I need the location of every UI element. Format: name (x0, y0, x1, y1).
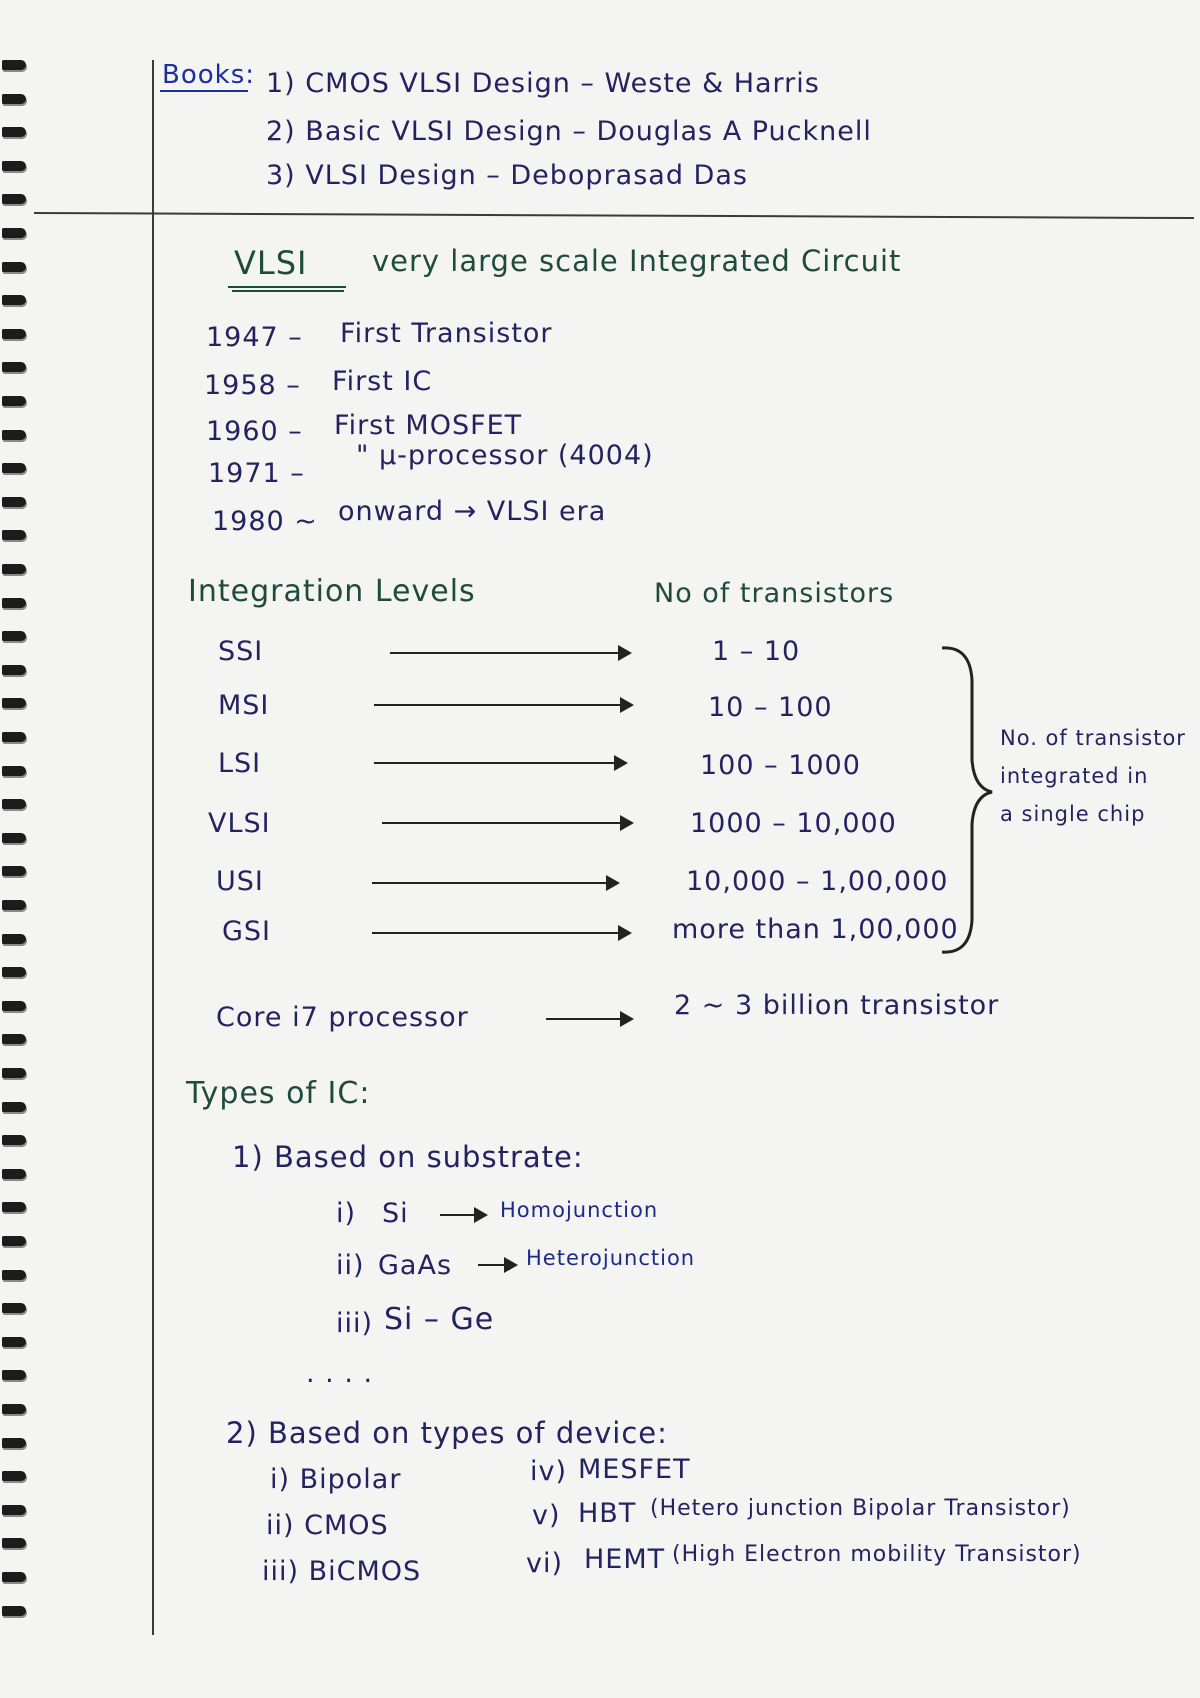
spiral-ring (2, 1538, 26, 1548)
spiral-ring (2, 1001, 26, 1011)
level-name: USI (216, 866, 264, 897)
substrate-num: iii) (336, 1308, 374, 1339)
substrate-name: GaAs (378, 1250, 453, 1281)
substrate-name: Si – Ge (384, 1302, 495, 1337)
arrow-icon (372, 882, 618, 884)
arrow-icon (440, 1214, 486, 1216)
spiral-ring (2, 1270, 26, 1280)
spiral-ring (2, 799, 26, 809)
vlsi-underline (232, 290, 344, 292)
spiral-ring (2, 1370, 26, 1380)
spiral-ring (2, 1034, 26, 1044)
timeline-year: 1958 – (204, 370, 301, 401)
header-rule (34, 212, 1194, 219)
device-num: vi) (526, 1548, 564, 1579)
spiral-ring (2, 396, 26, 406)
book-item: 2) Basic VLSI Design – Douglas A Pucknell (266, 116, 872, 147)
level-name: LSI (218, 748, 262, 779)
spiral-ring (2, 295, 26, 305)
margin-line (152, 60, 154, 1635)
device-num: iv) (530, 1456, 568, 1487)
spiral-ring (2, 362, 26, 372)
spiral-ring (2, 430, 26, 440)
spiral-ring (2, 1169, 26, 1179)
vlsi-underline (228, 286, 346, 288)
device-name: HBT (578, 1498, 637, 1529)
vlsi-expansion: very large scale Integrated Circuit (372, 244, 902, 278)
spiral-ring (2, 161, 26, 171)
level-name: MSI (218, 690, 270, 721)
brace-note-line: a single chip (1000, 802, 1146, 826)
spiral-binding (0, 60, 34, 1640)
integration-heading: Integration Levels (188, 574, 476, 609)
arrow-icon (390, 652, 630, 654)
spiral-ring (2, 228, 26, 238)
device-name: MESFET (578, 1454, 691, 1485)
books-label: Books: (162, 60, 256, 90)
level-range: 1 – 10 (712, 636, 801, 667)
spiral-ring (2, 866, 26, 876)
spiral-ring (2, 463, 26, 473)
books-underline (160, 90, 248, 92)
level-name: GSI (222, 916, 272, 947)
substrate-heading: 1) Based on substrate: (232, 1140, 584, 1174)
spiral-ring (2, 732, 26, 742)
core-i7-value: 2 ~ 3 billion transistor (674, 990, 1000, 1021)
curly-brace-icon (940, 640, 1000, 960)
transistor-count-heading: No of transistors (654, 578, 895, 609)
device-expansion: (Hetero junction Bipolar Transistor) (650, 1496, 1071, 1521)
spiral-ring (2, 94, 26, 104)
timeline-event: First Transistor (340, 318, 553, 349)
spiral-ring (2, 329, 26, 339)
level-range: 10,000 – 1,00,000 (686, 866, 949, 897)
substrate-name: Si (382, 1198, 409, 1229)
spiral-ring (2, 262, 26, 272)
spiral-ring (2, 60, 26, 70)
spiral-ring (2, 1303, 26, 1313)
device-name: HEMT (584, 1544, 666, 1575)
substrate-note: Heterojunction (526, 1246, 696, 1270)
level-range: more than 1,00,000 (672, 914, 959, 945)
book-item: 1) CMOS VLSI Design – Weste & Harris (266, 68, 820, 99)
spiral-ring (2, 665, 26, 675)
spiral-ring (2, 1606, 26, 1616)
level-range: 10 – 100 (708, 692, 833, 723)
timeline-year: 1960 – (206, 416, 303, 447)
spiral-ring (2, 530, 26, 540)
timeline-event: " µ-processor (4004) (356, 440, 654, 471)
spiral-ring (2, 194, 26, 204)
arrow-icon (374, 704, 632, 706)
vlsi-title: VLSI (234, 244, 308, 282)
spiral-ring (2, 1505, 26, 1515)
spiral-ring (2, 833, 26, 843)
book-item: 3) VLSI Design – Deboprasad Das (266, 160, 748, 191)
spiral-ring (2, 1572, 26, 1582)
timeline-year: 1947 – (206, 322, 303, 353)
spiral-ring (2, 934, 26, 944)
arrow-icon (372, 932, 630, 934)
substrate-num: i) (336, 1198, 357, 1229)
spiral-ring (2, 1438, 26, 1448)
timeline-year: 1971 – (208, 458, 305, 489)
level-range: 1000 – 10,000 (690, 808, 897, 839)
spiral-ring (2, 497, 26, 507)
spiral-ring (2, 1202, 26, 1212)
level-name: SSI (218, 636, 264, 667)
level-range: 100 – 1000 (700, 750, 861, 781)
device-item: ii) CMOS (266, 1510, 389, 1541)
arrow-icon (382, 822, 632, 824)
spiral-ring (2, 766, 26, 776)
spiral-ring (2, 1236, 26, 1246)
arrow-icon (546, 1018, 632, 1020)
arrow-icon (478, 1264, 516, 1266)
device-num: v) (532, 1500, 561, 1531)
spiral-ring (2, 1068, 26, 1078)
types-heading: Types of IC: (186, 1076, 371, 1111)
device-heading: 2) Based on types of device: (226, 1416, 668, 1450)
substrate-num: ii) (336, 1250, 365, 1281)
spiral-ring (2, 564, 26, 574)
spiral-ring (2, 900, 26, 910)
spiral-ring (2, 127, 26, 137)
spiral-ring (2, 967, 26, 977)
brace-note-line: integrated in (1000, 764, 1149, 788)
spiral-ring (2, 1404, 26, 1414)
core-i7-label: Core i7 processor (216, 1002, 469, 1033)
spiral-ring (2, 1471, 26, 1481)
spiral-ring (2, 631, 26, 641)
substrate-note: Homojunction (500, 1198, 659, 1222)
spiral-ring (2, 1135, 26, 1145)
arrow-icon (374, 762, 626, 764)
timeline-year: 1980 ~ (212, 506, 318, 537)
device-item: iii) BiCMOS (262, 1556, 422, 1587)
level-name: VLSI (208, 808, 271, 839)
spiral-ring (2, 698, 26, 708)
timeline-event: onward → VLSI era (338, 496, 607, 527)
device-expansion: (High Electron mobility Transistor) (672, 1542, 1082, 1567)
spiral-ring (2, 1102, 26, 1112)
brace-note-line: No. of transistor (1000, 726, 1186, 750)
timeline-event: First IC (332, 366, 433, 397)
spiral-ring (2, 598, 26, 608)
device-item: i) Bipolar (270, 1464, 402, 1495)
ellipsis: . . . . (306, 1358, 374, 1389)
spiral-ring (2, 1337, 26, 1347)
timeline-event: First MOSFET (334, 410, 523, 441)
